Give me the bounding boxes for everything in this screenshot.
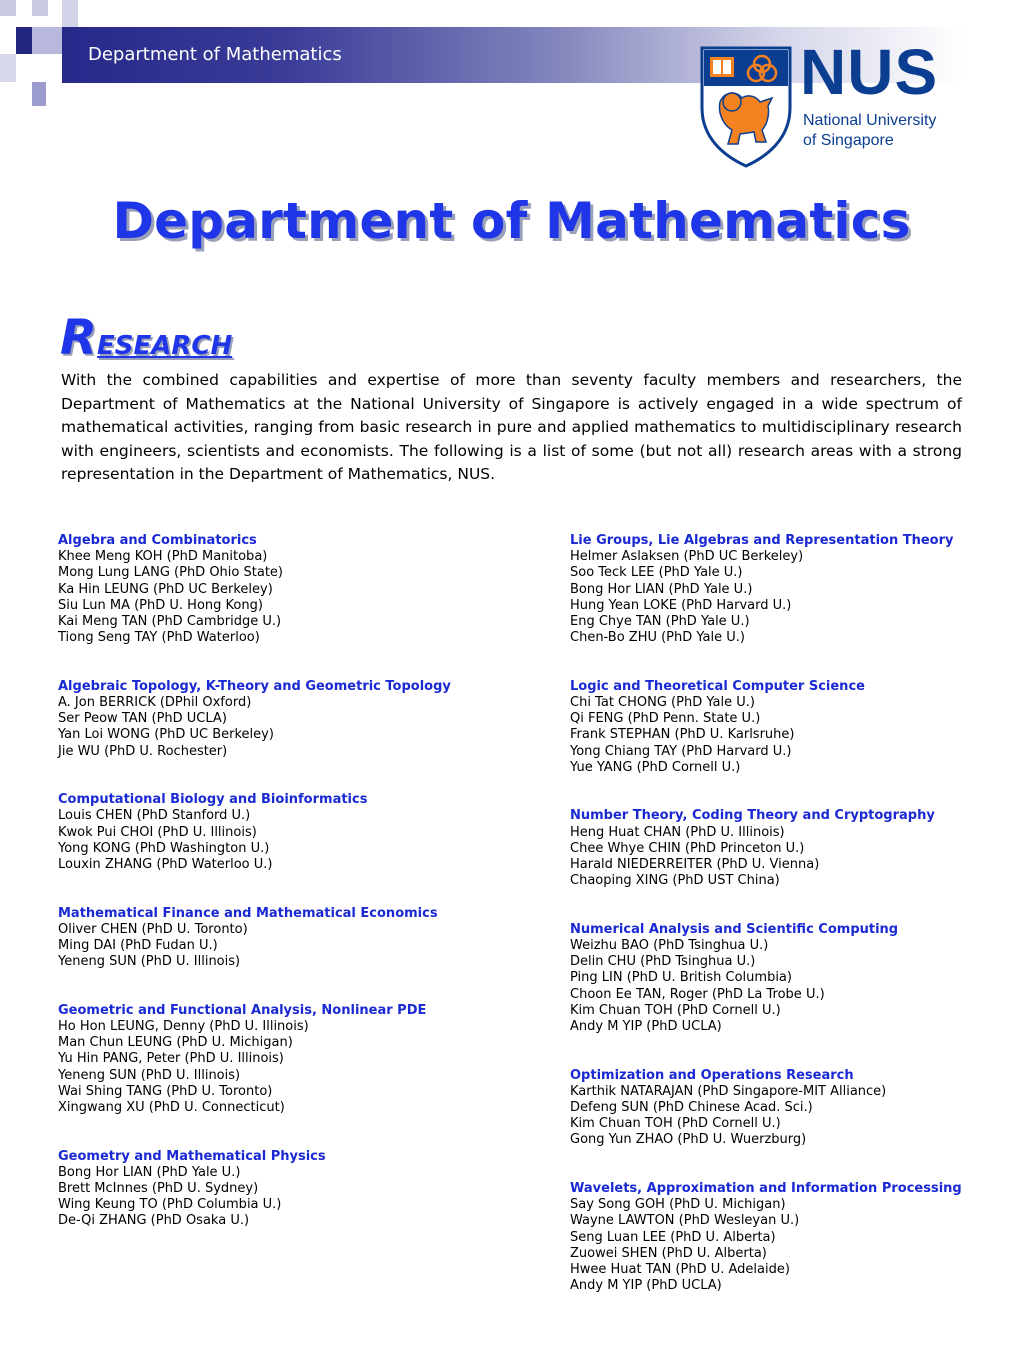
faculty-member: Helmer Aslaksen (PhD UC Berkeley) bbox=[570, 549, 804, 565]
faculty-member: Kai Meng TAN (PhD Cambridge U.) bbox=[58, 614, 282, 630]
research-area bbox=[570, 533, 1010, 646]
faculty-member: Hung Yean LOKE (PhD Harvard U.) bbox=[570, 597, 792, 613]
faculty-member: Yue YANG (PhD Cornell U.) bbox=[570, 759, 741, 775]
research-area-title: Geometry and Mathematical Physics bbox=[58, 1148, 326, 1164]
research-area bbox=[58, 533, 498, 646]
research-area-title: Optimization and Operations Research bbox=[570, 1067, 854, 1083]
faculty-member: Andy M YIP (PhD UCLA) bbox=[570, 1019, 722, 1035]
nus-wordmark: NUS bbox=[800, 36, 939, 108]
research-area bbox=[570, 922, 1010, 1035]
faculty-member: Brett McInnes (PhD U. Sydney) bbox=[58, 1181, 259, 1197]
research-heading-initial: R bbox=[60, 310, 97, 366]
faculty-member: Ho Hon LEUNG, Denny (PhD U. Illinois) bbox=[58, 1019, 309, 1035]
faculty-member: Louis CHEN (PhD Stanford U.) bbox=[58, 808, 251, 824]
faculty-member: Karthik NATARAJAN (PhD Singapore-MIT Alliance) bbox=[570, 1083, 887, 1099]
faculty-member: Yeneng SUN (PhD U. Illinois) bbox=[58, 954, 241, 970]
research-area-title: Geometric and Functional Analysis, Nonlinear PDE bbox=[58, 1002, 427, 1018]
faculty-member: Kwok Pui CHOI (PhD U. Illinois) bbox=[58, 824, 257, 840]
research-area bbox=[58, 1003, 498, 1116]
nus-subtitle bbox=[803, 111, 936, 151]
research-heading-rest: ESEARCH bbox=[96, 331, 233, 361]
faculty-member: Chen-Bo ZHU (PhD Yale U.) bbox=[570, 630, 745, 646]
faculty-member: Choon Ee TAN, Roger (PhD La Trobe U.) bbox=[570, 986, 825, 1002]
faculty-member: Frank STEPHAN (PhD U. Karlsruhe) bbox=[570, 727, 795, 743]
faculty-member: Seng Luan LEE (PhD U. Alberta) bbox=[570, 1229, 776, 1245]
research-area bbox=[570, 679, 1010, 776]
research-area-title: Wavelets, Approximation and Information Processing bbox=[570, 1181, 962, 1197]
faculty-member: Qi FENG (PhD Penn. State U.) bbox=[570, 711, 761, 727]
faculty-member: Kim Chuan TOH (PhD Cornell U.) bbox=[570, 1002, 781, 1018]
left-column bbox=[58, 533, 498, 1230]
faculty-member: Andy M YIP (PhD UCLA) bbox=[570, 1278, 722, 1294]
faculty-member: Ping LIN (PhD U. British Columbia) bbox=[570, 970, 792, 986]
research-area bbox=[58, 906, 498, 971]
faculty-member: Harald NIEDERREITER (PhD U. Vienna) bbox=[570, 857, 820, 873]
research-area-title: Numerical Analysis and Scientific Computing bbox=[570, 921, 899, 937]
research-area-title: Algebraic Topology, K-Theory and Geometric Topology bbox=[58, 678, 451, 694]
research-area bbox=[570, 1181, 1010, 1294]
faculty-member: Eng Chye TAN (PhD Yale U.) bbox=[570, 614, 750, 630]
research-area-title: Number Theory, Coding Theory and Cryptography bbox=[570, 808, 935, 824]
faculty-member: A. Jon BERRICK (DPhil Oxford) bbox=[58, 695, 252, 711]
faculty-member: Mong Lung LANG (PhD Ohio State) bbox=[58, 565, 283, 581]
nus-subtitle-line: National University bbox=[803, 112, 937, 129]
faculty-member: Bong Hor LIAN (PhD Yale U.) bbox=[58, 1164, 241, 1180]
faculty-member: Chi Tat CHONG (PhD Yale U.) bbox=[570, 695, 755, 711]
faculty-member: Yeneng SUN (PhD U. Illinois) bbox=[58, 1067, 241, 1083]
nus-subtitle-line: of Singapore bbox=[803, 132, 894, 149]
faculty-member: Tiong Seng TAY (PhD Waterloo) bbox=[58, 630, 260, 646]
decor-square bbox=[0, 0, 16, 16]
faculty-member: Yu Hin PANG, Peter (PhD U. Illinois) bbox=[58, 1051, 284, 1067]
nus-crest-icon bbox=[700, 46, 792, 168]
faculty-member: Chaoping XING (PhD UST China) bbox=[570, 873, 780, 889]
faculty-member: Gong Yun ZHAO (PhD U. Wuerzburg) bbox=[570, 1132, 807, 1148]
research-area-title: Computational Biology and Bioinformatics bbox=[58, 792, 368, 808]
faculty-member: Say Song GOH (PhD U. Michigan) bbox=[570, 1197, 786, 1213]
faculty-member: Man Chun LEUNG (PhD U. Michigan) bbox=[58, 1035, 293, 1051]
decor-square bbox=[62, 0, 78, 27]
research-area-title: Algebra and Combinatorics bbox=[58, 533, 257, 548]
faculty-member: Ser Peow TAN (PhD UCLA) bbox=[58, 711, 227, 727]
faculty-member: Wing Keung TO (PhD Columbia U.) bbox=[58, 1197, 282, 1213]
faculty-member: Jie WU (PhD U. Rochester) bbox=[58, 743, 228, 759]
faculty-member: Ming DAI (PhD Fudan U.) bbox=[58, 938, 218, 954]
research-area-title: Mathematical Finance and Mathematical Economics bbox=[58, 905, 438, 921]
decor-square bbox=[32, 0, 48, 16]
research-area bbox=[58, 679, 498, 760]
faculty-member: Xingwang XU (PhD U. Connecticut) bbox=[58, 1100, 285, 1116]
faculty-member: Wai Shing TANG (PhD U. Toronto) bbox=[58, 1083, 273, 1099]
decor-square bbox=[32, 82, 46, 106]
faculty-member: Chee Whye CHIN (PhD Princeton U.) bbox=[570, 840, 805, 856]
research-area-title: Logic and Theoretical Computer Science bbox=[570, 678, 865, 694]
research-area bbox=[58, 792, 498, 873]
faculty-member: Defeng SUN (PhD Chinese Acad. Sci.) bbox=[570, 1100, 813, 1116]
faculty-member: Soo Teck LEE (PhD Yale U.) bbox=[570, 565, 743, 581]
research-area bbox=[58, 1149, 498, 1230]
page-title: Department of Mathematics bbox=[112, 192, 911, 250]
faculty-member: Yong KONG (PhD Washington U.) bbox=[58, 840, 270, 856]
research-area-title: Lie Groups, Lie Algebras and Representation Theory bbox=[570, 533, 954, 548]
faculty-member: De-Qi ZHANG (PhD Osaka U.) bbox=[58, 1213, 250, 1229]
faculty-member: Weizhu BAO (PhD Tsinghua U.) bbox=[570, 938, 769, 954]
faculty-member: Bong Hor LIAN (PhD Yale U.) bbox=[570, 581, 753, 597]
research-heading bbox=[60, 310, 232, 366]
faculty-member: Louxin ZHANG (PhD Waterloo U.) bbox=[58, 857, 273, 873]
faculty-member: Yan Loi WONG (PhD UC Berkeley) bbox=[58, 727, 274, 743]
faculty-member: Wayne LAWTON (PhD Wesleyan U.) bbox=[570, 1213, 800, 1229]
right-column bbox=[570, 533, 1010, 1294]
faculty-member: Hwee Huat TAN (PhD U. Adelaide) bbox=[570, 1262, 790, 1278]
faculty-member: Siu Lun MA (PhD U. Hong Kong) bbox=[58, 597, 263, 613]
decor-square bbox=[0, 54, 16, 82]
faculty-member: Yong Chiang TAY (PhD Harvard U.) bbox=[570, 743, 792, 759]
research-area bbox=[570, 1068, 1010, 1149]
research-area bbox=[570, 808, 1010, 889]
faculty-member: Khee Meng KOH (PhD Manitoba) bbox=[58, 549, 268, 565]
faculty-member: Kim Chuan TOH (PhD Cornell U.) bbox=[570, 1116, 781, 1132]
research-intro: With the combined capabilities and expertise of more than seventy faculty members and researchers, the Department of Mathematics at the National University of Singapore is actively engaged in a wide spectrum of mathematical activities, ranging from basic research in pure and applied mathematics to multidisciplinary research with engineers, scientists and economists. The following is a list of some (but not all) research areas with a strong representation in the Department of Mathematics, NUS. bbox=[61, 371, 962, 483]
faculty-member: Delin CHU (PhD Tsinghua U.) bbox=[570, 954, 756, 970]
faculty-member: Heng Huat CHAN (PhD U. Illinois) bbox=[570, 824, 785, 840]
faculty-member: Oliver CHEN (PhD U. Toronto) bbox=[58, 921, 248, 937]
decor-square bbox=[16, 27, 32, 54]
faculty-member: Ka Hin LEUNG (PhD UC Berkeley) bbox=[58, 581, 273, 597]
decor-square bbox=[32, 27, 62, 54]
banner-title: Department of Mathematics bbox=[88, 44, 342, 65]
faculty-member: Zuowei SHEN (PhD U. Alberta) bbox=[570, 1245, 767, 1261]
